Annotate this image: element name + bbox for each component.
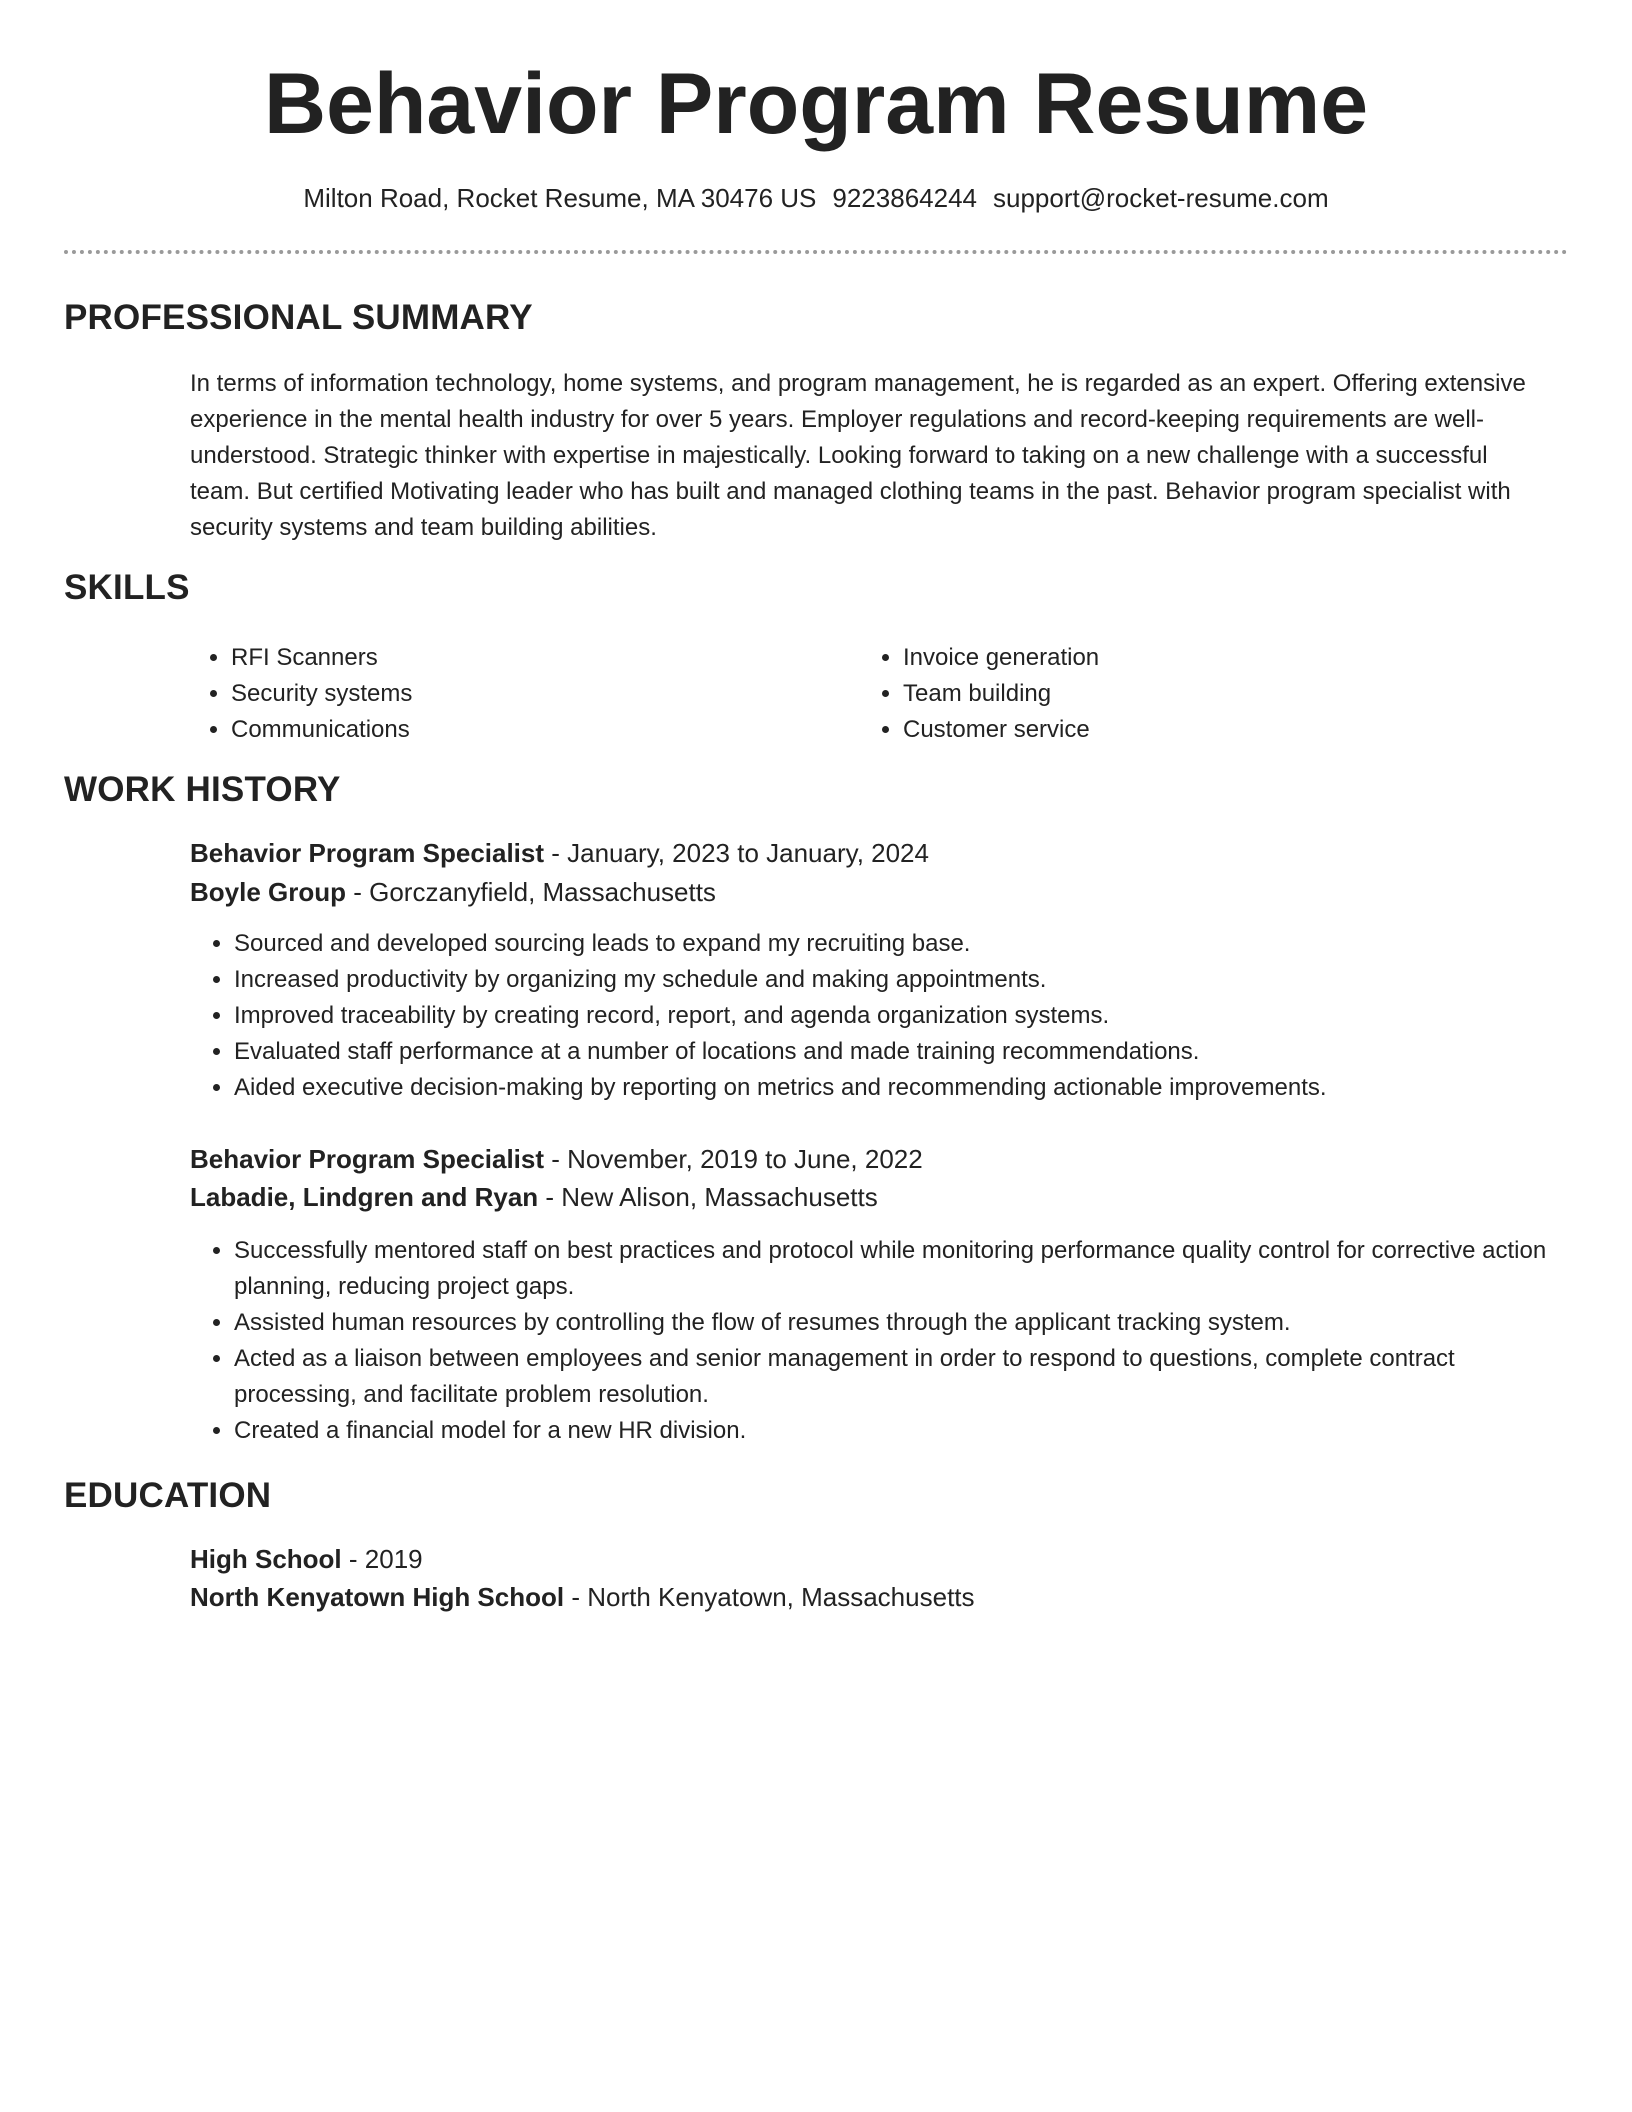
skill-item: • Security systems (231, 676, 851, 712)
job-bullet: • Evaluated staff performance at a number of locations and made training recommendations. (234, 1034, 1550, 1070)
skill-item: • Communications (231, 712, 851, 748)
section-title-education: EDUCATION (64, 1476, 272, 1515)
job-bullets (190, 926, 1550, 1106)
summary-text: In terms of information technology, home systems, and program management, he is regarded as an expert. Offering extensive experience in the mental health industry for over 5 years. Employer regulations and record-keeping requirements are well-understood. Strategic thinker with expertise in majestically. Looking forward to taking on a new challenge with a successful team. But certified Motivating leader who has built and managed clothing teams in the past. Behavior program specialist with security systems and team building abilities. (190, 370, 1526, 541)
job-company: Labadie, Lindgren and Ryan (190, 1182, 539, 1212)
contact-phone: 9223864244 (832, 183, 977, 213)
resume-title: Behavior Program Resume (263, 56, 1369, 152)
job-bullet: • Increased productivity by organizing my schedule and making appointments. (234, 962, 1550, 998)
job-title-line (190, 834, 929, 872)
education-degree: High School (190, 1544, 342, 1574)
education-school: North Kenyatown High School (190, 1582, 565, 1612)
job-dates: - November, 2019 to June, 2022 (544, 1144, 923, 1174)
contact-email: support@rocket-resume.com (993, 183, 1329, 213)
job-bullet: • Improved traceability by creating record, report, and agenda organization systems. (234, 998, 1550, 1034)
job-bullet: • Successfully mentored staff on best practices and protocol while monitoring performance quality control for corrective action planning, reducing project gaps. (234, 1233, 1550, 1305)
job-bullet: • Created a financial model for a new HR division. (234, 1413, 1550, 1449)
skill-item: • Team building (903, 676, 1543, 712)
job-company-line (190, 1178, 878, 1216)
job-dates: - January, 2023 to January, 2024 (544, 838, 929, 868)
header-divider (64, 250, 1568, 254)
job-location: - Gorczanyfield, Massachusetts (346, 877, 716, 907)
job-company: Boyle Group (190, 877, 347, 907)
skills-list-right (859, 640, 1543, 748)
education-year: - 2019 (341, 1544, 423, 1574)
skill-item: • Customer service (903, 712, 1543, 748)
contact-address: Milton Road, Rocket Resume, MA 30476 US (303, 183, 817, 213)
contact-line (0, 180, 1632, 216)
job-bullet: • Sourced and developed sourcing leads to expand my recruiting base. (234, 926, 1550, 962)
skill-item: • RFI Scanners (231, 640, 851, 676)
job-title-line (190, 1140, 923, 1178)
job-company-line (190, 873, 716, 911)
job-bullet: • Assisted human resources by controlling the flow of resumes through the applicant tracking system. (234, 1305, 1550, 1341)
section-title-summary: PROFESSIONAL SUMMARY (64, 298, 533, 337)
job-role: Behavior Program Specialist (190, 838, 545, 868)
skills-list-left (187, 640, 851, 748)
education-location: - North Kenyatown, Massachusetts (564, 1582, 975, 1612)
job-bullets (190, 1233, 1550, 1449)
section-title-work: WORK HISTORY (64, 770, 341, 809)
job-bullet: • Acted as a liaison between employees and senior management in order to respond to questions, complete contract processing, and facilitate problem resolution. (234, 1341, 1550, 1413)
job-bullet: • Aided executive decision-making by reporting on metrics and recommending actionable improvements. (234, 1070, 1550, 1106)
job-role: Behavior Program Specialist (190, 1144, 545, 1174)
education-degree-line (190, 1540, 423, 1578)
education-school-line (190, 1578, 975, 1616)
job-location: - New Alison, Massachusetts (538, 1182, 878, 1212)
skill-item: • Invoice generation (903, 640, 1543, 676)
section-title-skills: SKILLS (64, 568, 190, 607)
